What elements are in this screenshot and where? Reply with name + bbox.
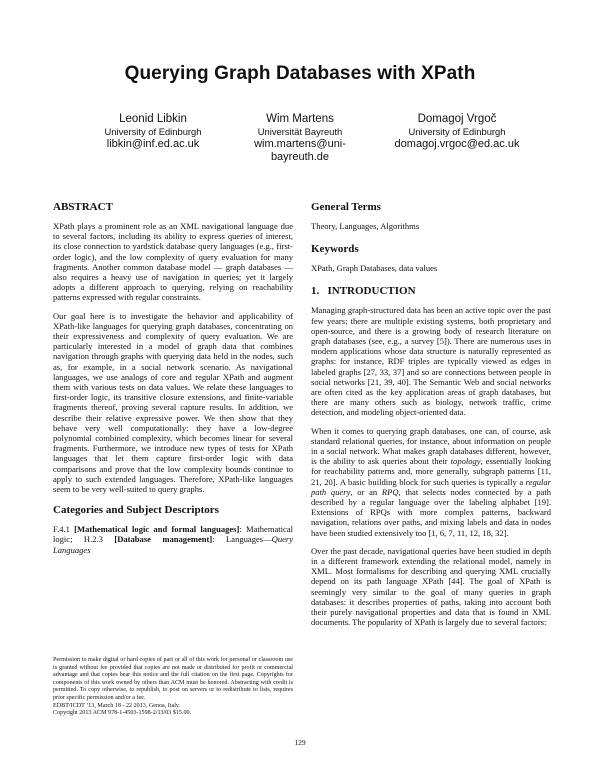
copyright-line: Copyright 2013 ACM 978-1-4503-1598-2/13/03 $15.00. <box>53 710 192 717</box>
author-email: wim.martens@uni-bayreuth.de <box>254 138 346 163</box>
permission-text: Permission to make digital or hard copies of part or all of this work for personal or classroom use is granted without fee provided that copies are not made or distributed for profit or commercial advantage and that copies bear this notice and the full citation on the first page. Copyrights for components of this work owned by others than ACM must be honored. Abstracting with credit is permitted. To copy otherwise, to republish, to post on servers or to redistribute to lists, requires prior specific permission and/or a fee. <box>53 657 293 701</box>
intro-p2-part-c: , or an <box>350 486 382 497</box>
categories-text <box>53 524 293 555</box>
abstract-paragraph-1: XPath plays a prominent role as an XML navigational language due to several factors, including its ability to express queries of interest, its close connection to yardstick database query languages (e.g., first-order logic), and the low complexity of query evaluation for many fragments. Another common database model — graph databases — also requires a heavy use of navigation in queries; yet it largely adopts a different approach to querying, relying on reachability patterns expressed with regular constraints. <box>53 221 293 303</box>
author-affiliation: University of Edinburgh <box>104 126 202 137</box>
general-terms-text: Theory, Languages, Algorithms <box>311 221 420 231</box>
author-affiliation: Universität Bayreuth <box>257 126 343 137</box>
intro-p2-part-a: When it comes to querying graph databases, one can, of course, ask standard relational queries, for instance, about information on people in a social network. What makes graph databases different, however, is the ability to ask queries about their <box>311 425 551 467</box>
right-column <box>311 201 551 636</box>
category-italic: Query Languages <box>53 534 293 555</box>
author-name: Domagoj Vrgoč <box>417 113 497 125</box>
abstract-paragraph-2: Our goal here is to investigate the behavior and applicability of XPath-like languages for querying graph databases, concentrating on their expressiveness and complexity of query evaluation. We are particularly interested in a model of graph data that combines navigation through graphs with querying data held in the nodes, such as, for example, in a social network scenario. As navigational languages, we use analogs of core and regular XPath and augment them with various tests on data values. We relate these languages to first-order logic, its transitive closure extensions, and finite-variable fragments thereof, proving several capture results. In addition, we describe their relative expressive power. We then show that they behave very well computationally: they have a low-degree polynomial combined complexity, which becomes linear for several fragments. Furthermore, we introduce new types of tests for XPath languages that let them capture first-order logic with data comparisons and prove that the low complexity bounds continue to apply to such extended languages. Therefore, XPath-like languages seem to be very well-suited to query graphs. <box>53 310 293 495</box>
author-3 <box>362 112 552 151</box>
general-terms-heading: General Terms <box>311 201 381 213</box>
author-affiliation: University of Edinburgh <box>408 126 506 137</box>
categories-heading: Categories and Subject Descriptors <box>53 504 219 517</box>
category-name-1: [Mathematical logic and formal languages] <box>74 524 240 535</box>
paper-title: Querying Graph Databases with XPath <box>124 63 476 84</box>
author-email: domagoj.vrgoc@ed.ac.uk <box>394 138 520 150</box>
intro-p2-italic-1: topology <box>450 456 481 467</box>
conference-line: EDBT/ICDT ’13, March 18 - 22 2013, Genoa, Italy. <box>53 702 181 709</box>
author-name: Wim Martens <box>266 113 334 125</box>
category-name-2: [Database management] <box>114 534 213 545</box>
author-name: Leonid Libkin <box>119 113 187 125</box>
intro-paragraph-3: Over the past decade, navigational queries have been studied in depth in a different framework extending the relational model, namely in XML. Most formalisms for describing and querying XML crucially depend on its path language XPath [44]. The goal of XPath is seemingly very similar to the goal of many queries in graph databases: it describes properties of paths, taking into account both their purely navigational properties and data that is found in XML documents. The popularity of XPath is largely due to several factors: <box>311 545 551 628</box>
category-after: : Languages— <box>212 534 272 545</box>
intro-p2-italic-2: regular path query <box>311 476 551 497</box>
author-block <box>0 112 600 172</box>
author-2 <box>219 112 381 163</box>
category-code: F.4.1 <box>53 524 75 535</box>
intro-p2-italic-3: RPQ <box>381 486 399 497</box>
permission-notice <box>53 657 293 718</box>
category-mid: : Mathematical logic; H.2.3 <box>53 524 293 545</box>
page-number: 129 <box>294 738 306 747</box>
introduction-heading: 1. INTRODUCTION <box>311 285 416 298</box>
keywords-text: XPath, Graph Databases, data values <box>311 263 438 274</box>
author-email: libkin@inf.ed.ac.uk <box>106 138 200 150</box>
intro-paragraph-2 <box>311 426 551 538</box>
abstract-heading: ABSTRACT <box>53 201 113 213</box>
keywords-heading: Keywords <box>311 243 359 256</box>
intro-paragraph-1: Managing graph-structured data has been an active topic over the past few years; there are multiple existing systems, both proprietary and open-source, and there is a growing body of research literature on graph databases (see, e.g., a survey [5]). There are numerous uses in modern applications whose data structure is naturally represented as graphs: for instance, RDF triples are typically viewed as edges in labeled graphs [27, 33, 37] and so are connections between people in social networks [21, 39, 40]. The Semantic Web and social networks are often cited as the key application areas of graph databases, but there are many others such as biology, network traffic, crime detection, and modeling object-oriented data. <box>311 305 551 418</box>
intro-p2-part-b: , essentially looking for reachability patterns and, more generally, subgraph patterns [11, 21, 20]. A basic building block for such queries is typically a <box>311 456 552 487</box>
left-column <box>53 201 293 555</box>
intro-p2-part-d: , that selects nodes connected by a path described by a regular language over the labeling alphabet [19]. Extensions of RPQs with more complex patterns, backward navigation, relations over paths, and mixing labels and data in nodes have been studied extensively too [1, 6, 7, 11, 12, 18, 32]. <box>311 486 551 538</box>
